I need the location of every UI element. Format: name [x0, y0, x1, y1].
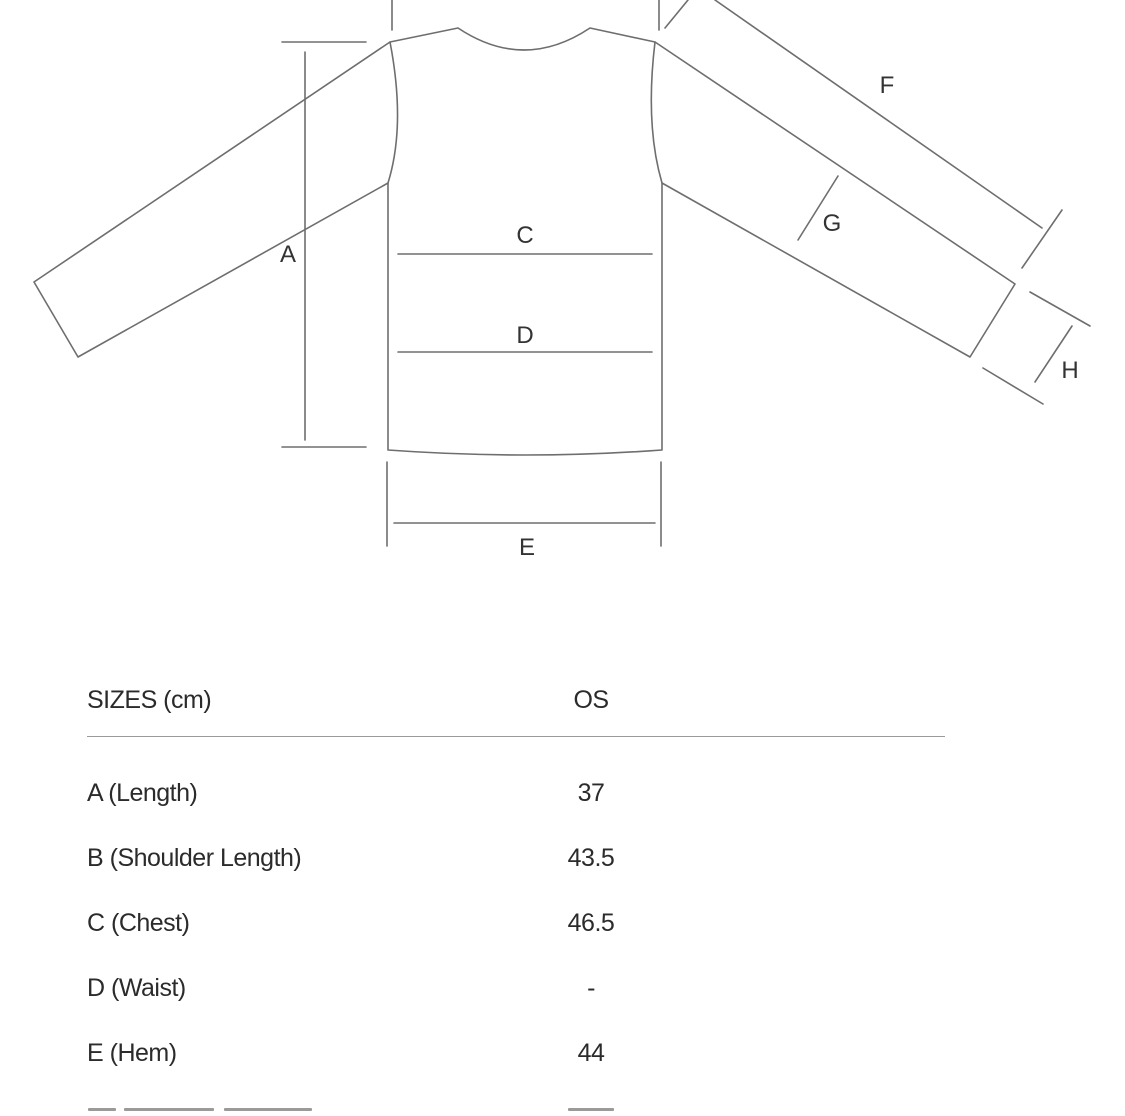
row-label: E (Hem): [87, 1039, 177, 1067]
row-value: 43.5: [567, 844, 615, 872]
table-row: [87, 964, 945, 1029]
table-header-size: OS: [573, 686, 609, 714]
table-row: [87, 1029, 945, 1094]
label-a: A: [279, 241, 297, 268]
row-label: C (Chest): [87, 909, 190, 937]
row-label: D (Waist): [87, 974, 186, 1002]
table-row: [87, 899, 945, 964]
label-h: H: [1061, 357, 1079, 384]
right-armhole-seam: [651, 42, 662, 183]
row-label: B (Shoulder Length): [87, 844, 302, 872]
cuff-tick-top: [1030, 292, 1090, 326]
table-header-label: SIZES (cm): [87, 686, 212, 714]
row-value: -: [587, 974, 595, 1002]
row-value: 37: [577, 779, 605, 807]
label-c: C: [516, 222, 534, 249]
size-chart-table: [87, 660, 945, 1094]
label-f: F: [879, 72, 895, 99]
row-value: 46.5: [567, 909, 615, 937]
row-label: A (Length): [87, 779, 198, 807]
table-row: [87, 769, 945, 834]
sleeve-length-tick-top: [665, 0, 688, 28]
row-value: 44: [577, 1039, 605, 1067]
label-e: E: [518, 534, 536, 561]
table-row: [87, 834, 945, 899]
sleeve-length-line: [715, 0, 1042, 228]
label-g: G: [822, 210, 842, 237]
table-header: [87, 660, 945, 737]
cuff-tick-bottom: [983, 368, 1043, 404]
label-d: D: [516, 322, 534, 349]
cropped-next-row: [0, 1108, 1125, 1116]
left-armhole-seam: [388, 42, 398, 183]
